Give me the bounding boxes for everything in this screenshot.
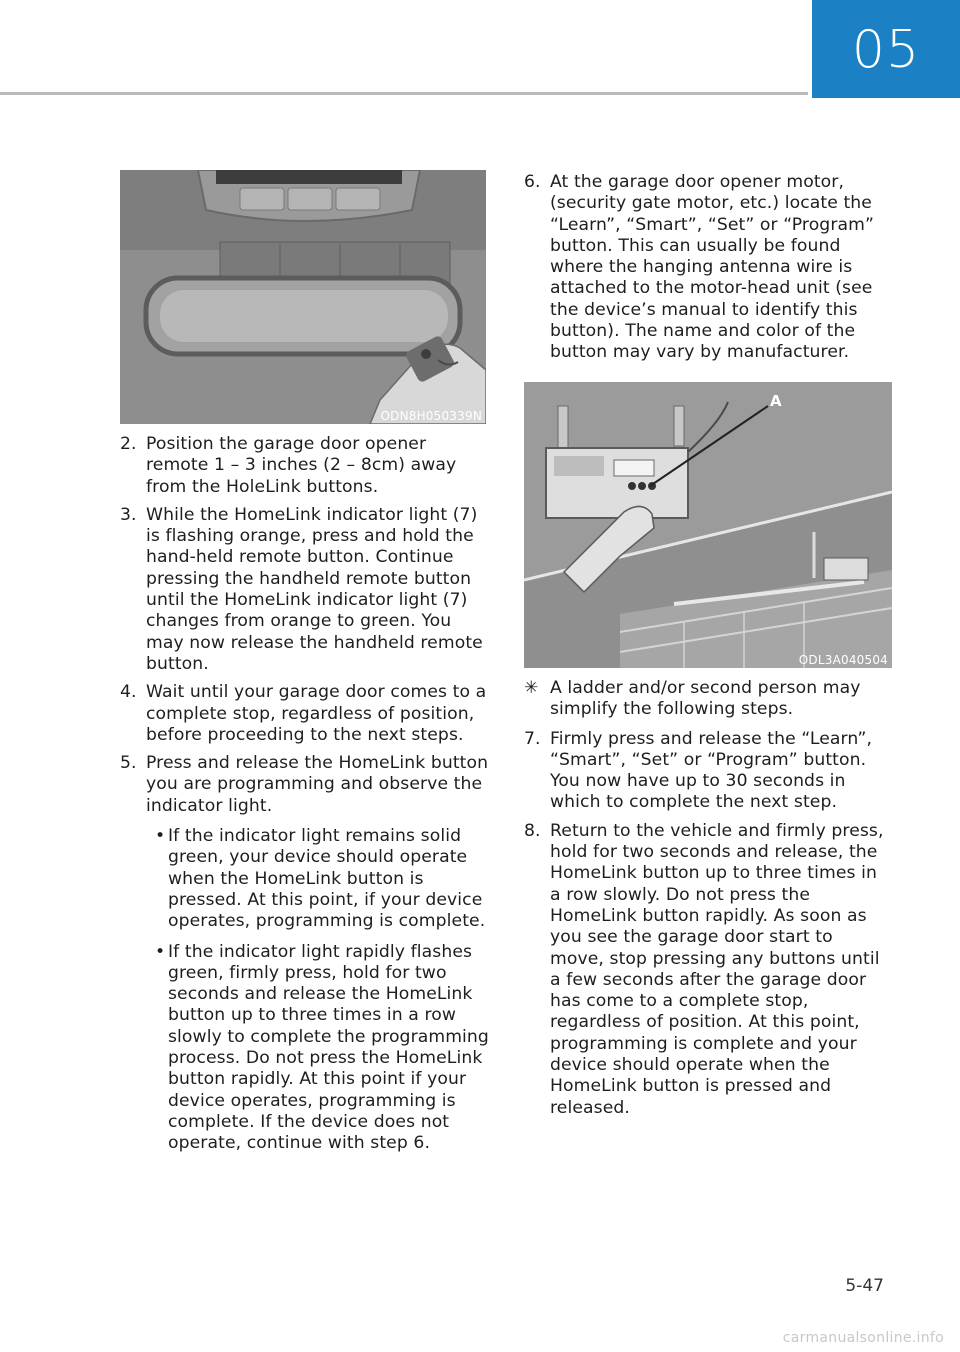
step-item: [524, 821, 892, 1119]
chapter-number: 05: [851, 20, 921, 80]
step-item: [524, 172, 892, 364]
step-number: 7.: [524, 728, 541, 749]
step-number: 4.: [120, 682, 137, 703]
rearview-mirror-illustration: [120, 170, 486, 424]
step-number: 2.: [120, 434, 137, 454]
step-item: [120, 753, 492, 817]
step-text: Position the garage door opener remote 1 – 3 inches (2 – 8cm) away from the HoleLink buttons.: [146, 434, 457, 497]
page-number: 5-47: [845, 1276, 884, 1296]
header-rule: [0, 92, 808, 95]
chapter-tab: [812, 0, 960, 98]
step-item: [524, 729, 892, 814]
step-number: 3.: [120, 504, 137, 525]
step-item: [120, 682, 492, 746]
step-item: [120, 505, 492, 675]
bullet-text: If the indicator light remains solid green, your device should operate when the HomeLink button is pressed. At this point, if your device operates, programming is complete.: [168, 826, 486, 932]
bullet-text: If the indicator light rapidly flashes green, firmly press, hold for two seconds and release the HomeLink button up to three times in a row slowly to complete the programming process. Do not press the HomeLink button rapidly. At this point if your device operates, programming is complete. If the device does not operate, continue with step 6.: [168, 941, 489, 1154]
garage-opener-figure: [524, 382, 892, 668]
step6-text: [524, 172, 892, 371]
step-number: 6.: [524, 172, 541, 192]
bullet-dot: •: [155, 826, 166, 847]
garage-opener-illustration: [524, 382, 892, 668]
note-item: [524, 678, 892, 721]
step-text: Press and release the HomeLink button you are programming and observe the indicator light.: [146, 753, 489, 816]
step-item: [120, 434, 492, 498]
step-text: At the garage door opener motor, (security gate motor, etc.) locate the “Learn”, “Smart”, “Set” or “Program” button. This can usually be found where the hanging antenna wire is attached to the motor-head unit (see the device’s manual to identify this button). The name and color of the button may vary by manufacturer.: [550, 172, 874, 363]
note-text: A ladder and/or second person may simplify the following steps.: [550, 678, 861, 720]
step-text: While the HomeLink indicator light (7) is flashing orange, press and hold the hand-held remote button. Continue pressing the handheld remote button until the HomeLink indicator light (7) changes from orange to green. You may now release the handheld remote button.: [146, 504, 483, 674]
figure-code: ODN8H050339N: [380, 409, 482, 423]
bullet-item: [146, 942, 492, 1155]
step-text: Wait until your garage door comes to a complete stop, regardless of position, before proceeding to the next steps.: [146, 682, 487, 745]
bullet-dot: •: [155, 941, 166, 962]
asterisk-icon: ✳: [524, 678, 539, 698]
step-number: 8.: [524, 820, 541, 841]
step-text: Return to the vehicle and firmly press, hold for two seconds and release, the HomeLink button up to three times in a row slowly. Do not press the HomeLink button rapidly. As soon as you see the garage door start to move, stop pressing any buttons until a few seconds after the garage door has come to a complete stop, regardless of position. At this point, programming is complete and your device should operate when the HomeLink button is pressed and released.: [550, 820, 884, 1118]
step-number: 5.: [120, 753, 137, 774]
right-column-text: [524, 678, 892, 1126]
left-column-text: [120, 434, 492, 1164]
bullet-item: [146, 826, 492, 932]
callout-label-a: A: [770, 392, 782, 410]
rearview-mirror-figure: [120, 170, 486, 424]
watermark: carmanualsonline.info: [782, 1330, 944, 1346]
figure-code: ODL3A040504: [798, 653, 888, 667]
step-text: Firmly press and release the “Learn”, “Smart”, “Set” or “Program” button. You now have up to 30 seconds in which to complete the next step.: [550, 728, 873, 813]
